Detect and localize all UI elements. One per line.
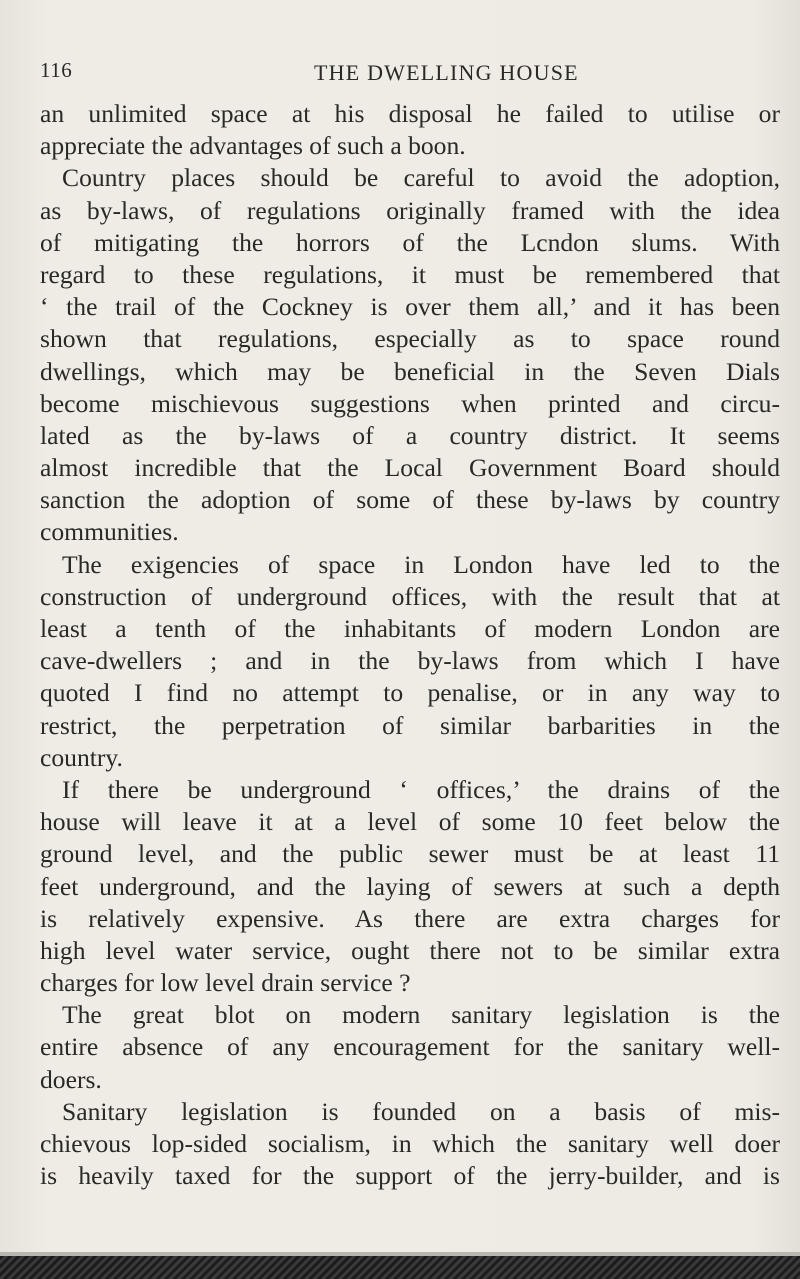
text-line: house will leave it at a level of some 10 feet below the — [40, 807, 780, 837]
text-line: entire absence of any encouragement for the sanitary well- — [40, 1032, 780, 1062]
text-line: is heavily taxed for the support of the jerry-builder, and is — [40, 1161, 780, 1191]
bottom-scan-edge — [0, 1256, 800, 1279]
text-line: ground level, and the public sewer must be at least 11 — [40, 839, 780, 869]
text-line: restrict, the perpetration of similar barbarities in the — [40, 710, 780, 740]
page-header — [40, 58, 780, 98]
text-line: country. — [40, 742, 123, 772]
text-line: least a tenth of the inhabitants of modern London are — [40, 614, 780, 643]
text-line: feet underground, and the laying of sewers at such a depth — [40, 871, 780, 901]
text-line: chievous lop-sided socialism, in which the sanitary well doer — [40, 1129, 780, 1158]
text-line: The great blot on modern sanitary legislation is the — [62, 1000, 780, 1030]
text-line: construction of underground offices, with the result that at — [40, 581, 780, 611]
text-line: ‘ the trail of the Cockney is over them all,’ and it has been — [40, 292, 780, 322]
text-line: Country places should be careful to avoid the adoption, — [62, 163, 780, 193]
text-line: quoted I find no attempt to penalise, or in any way to — [40, 678, 780, 708]
body-text — [40, 98, 780, 1192]
text-line: high level water service, ought there not to be similar extra — [40, 935, 780, 965]
text-line: sanction the adoption of some of these by-laws by country — [40, 485, 780, 515]
text-line: cave-dwellers ; and in the by-laws from which I have — [40, 646, 780, 676]
text-line: become mischievous suggestions when printed and circu- — [40, 388, 780, 418]
text-line: almost incredible that the Local Government Board should — [40, 453, 780, 483]
text-line: lated as the by-laws of a country district. It seems — [40, 420, 780, 450]
running-head: THE DWELLING HOUSE — [314, 60, 579, 85]
text-line: appreciate the advantages of such a boon. — [40, 131, 466, 161]
text-line: of mitigating the horrors of the Lcndon slums. With — [40, 227, 780, 257]
text-line: as by-laws, of regulations originally framed with the idea — [40, 195, 780, 225]
text-line: regard to these regulations, it must be remembered that — [40, 259, 780, 289]
text-line: Sanitary legislation is founded on a basis of mis- — [62, 1096, 780, 1126]
page-number: 116 — [40, 58, 73, 82]
text-line: communities. — [40, 517, 179, 547]
text-line: is relatively expensive. As there are extra charges for — [40, 903, 780, 933]
text-line: an unlimited space at his disposal he failed to utilise or — [40, 99, 780, 128]
text-line: charges for low level drain service ? — [40, 968, 411, 998]
text-line: If there be underground ‘ offices,’ the drains of the — [62, 774, 780, 804]
text-line: shown that regulations, especially as to space round — [40, 324, 780, 354]
text-line: The exigencies of space in London have led to the — [62, 549, 780, 579]
text-line: dwellings, which may be beneficial in the Seven Dials — [40, 356, 780, 386]
text-line: doers. — [40, 1064, 102, 1094]
